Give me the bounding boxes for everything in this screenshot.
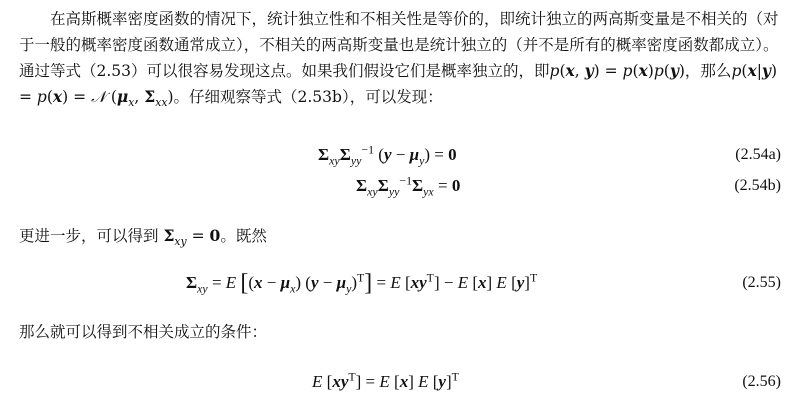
equation-number-2-54b: (2.54b) (734, 177, 781, 194)
intro-end-text: 。仔细观察等式（2.53b），可以发现： (173, 88, 443, 106)
sigma-xy-zero-formula: $\Sigma_{xy} = 0$ (163, 226, 221, 249)
equation-number-2-56: (2.56) (742, 373, 781, 390)
then-text: 那么就可以得到不相关成立的条件： (19, 323, 268, 341)
equation-number-2-54a: (2.54a) (735, 146, 781, 163)
equation-2-54b (0, 173, 797, 199)
further-paragraph (19, 223, 783, 249)
then-paragraph (19, 319, 783, 345)
equation-number-2-55: (2.55) (742, 274, 781, 291)
conditional-formula: p(x|y) = p(x) = 𝒩 ($\mu_x$, $\Sigma_{xx}$) (19, 61, 777, 110)
further-lead-text: 更进一步，可以得到 (19, 227, 159, 245)
equation-2-55-body: $\Sigma_{xy} = E$ [$(x - \mu_x)$ $(y - \mu_y)^T] = E$ $[xy^T] - E$ [x] E $[y]^T$ (186, 270, 538, 296)
intro-paragraph (19, 6, 783, 110)
further-tail-text: 。既然 (220, 227, 267, 245)
equation-2-54a-body: $\Sigma_{xy}\Sigma_{yy}^{-1}$ $(y - \mu_y) = 0$ (318, 142, 457, 168)
equation-2-55 (0, 270, 797, 296)
intro-text: 在高斯概率密度函数的情况下，统计独立性和不相关性是等价的，即统计独立的两高斯变量是不相关的（对于一般的概率密度函数通常成立），不相关的两高斯变量也是统计独立的（并不是所有的概率密度函数都成立）。通过等式（2.53）可以很容易发现这点。如果我们假设它们是概率独立的，即 (19, 10, 779, 80)
equation-2-54a (0, 142, 797, 168)
equation-2-56 (0, 369, 797, 395)
equation-2-54b-body: $\Sigma_{xy}\Sigma_{yy}^{-1}\Sigma_{yx} = 0$ (356, 173, 461, 199)
independence-formula: p(x, y) = p(x)p(y) (549, 61, 685, 80)
equation-2-56-body: E $[xy^T] = E$ [x] E $[y]^T$ (312, 369, 459, 391)
intro-tail-text: ，那么 (684, 62, 732, 80)
